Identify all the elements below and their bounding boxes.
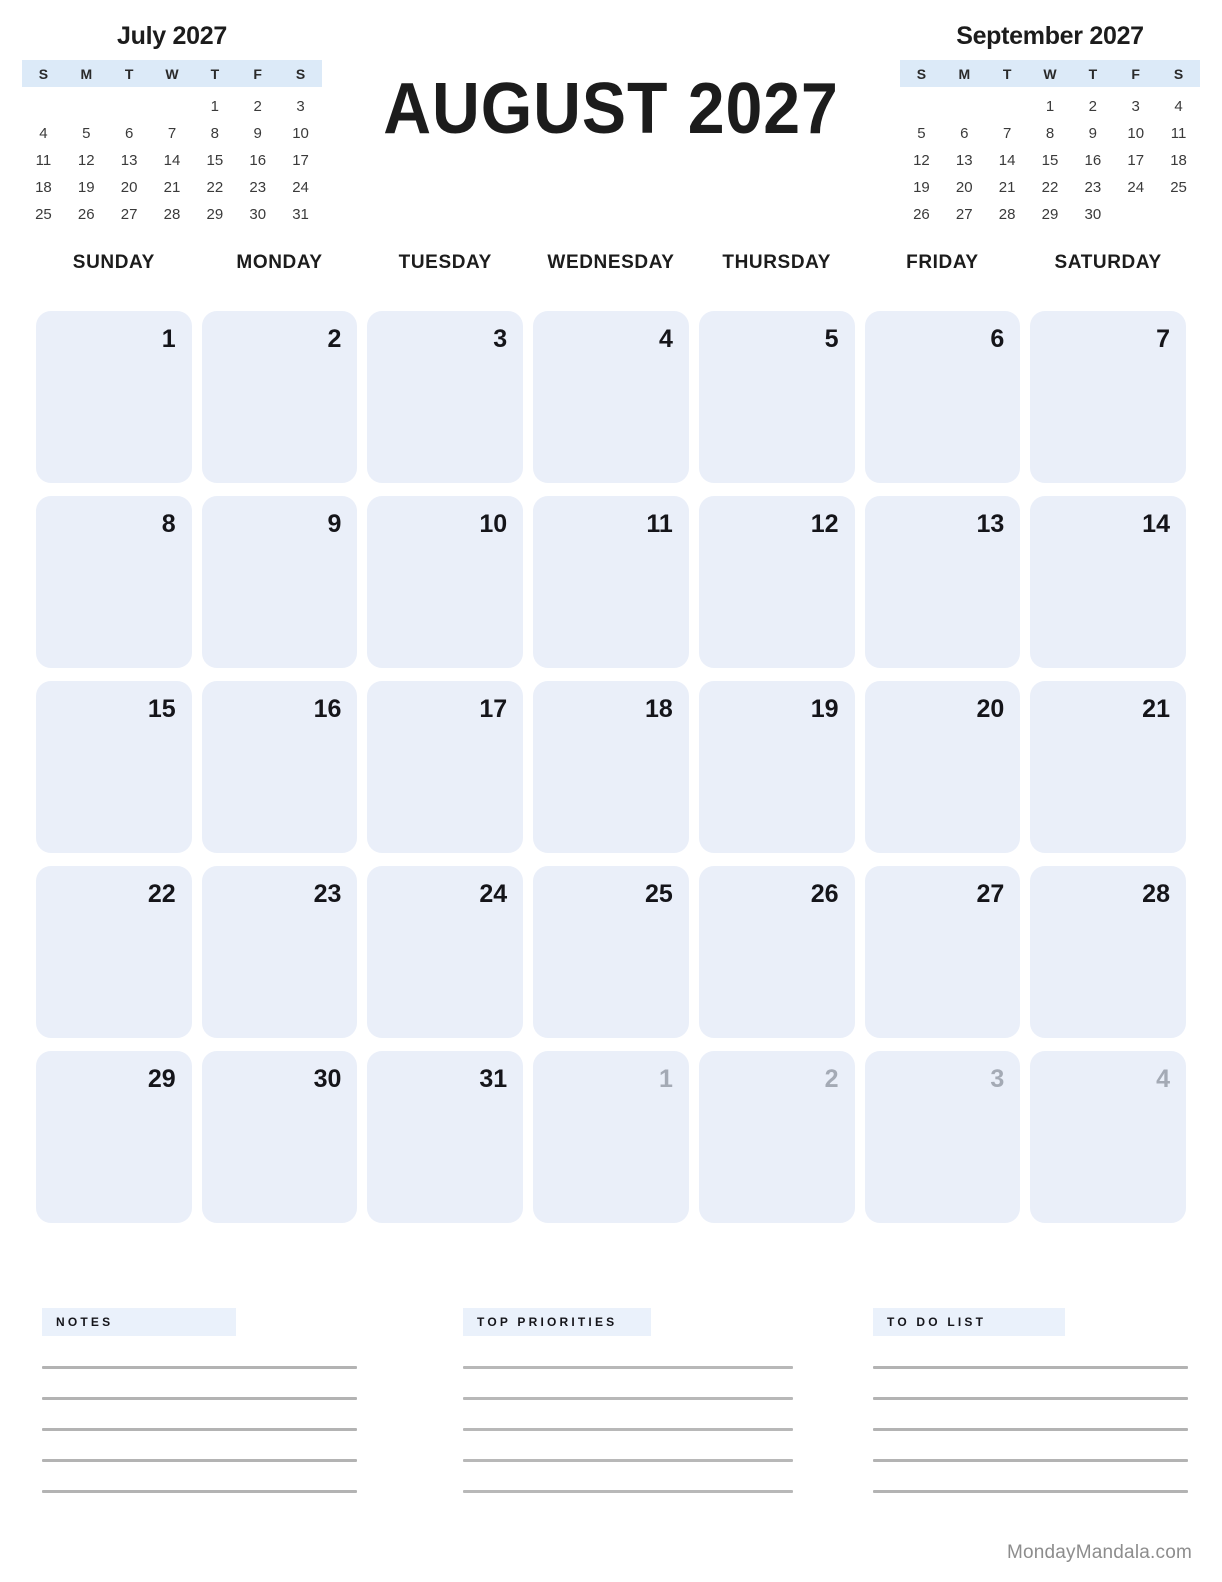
mini-prev-day: 29 bbox=[206, 206, 224, 223]
day-number: 4 bbox=[1156, 1065, 1170, 1093]
day-number: 8 bbox=[161, 510, 176, 538]
day-cell[interactable] bbox=[865, 1051, 1021, 1223]
mini-calendar-next-title: September 2027 bbox=[956, 22, 1144, 50]
section-top-priorities bbox=[463, 1308, 793, 1521]
section-notes bbox=[42, 1308, 357, 1521]
mini-prev-weekday-5: F bbox=[253, 66, 262, 82]
day-number: 25 bbox=[645, 880, 673, 908]
day-number: 12 bbox=[810, 510, 839, 538]
day-number: 19 bbox=[810, 695, 839, 723]
page-title: AUGUST 2027 bbox=[383, 69, 839, 149]
day-number: 3 bbox=[493, 325, 508, 353]
mini-prev-day: 3 bbox=[296, 98, 305, 115]
section-notes-label: NOTES bbox=[42, 1308, 236, 1336]
day-number: 24 bbox=[479, 880, 508, 908]
day-cell[interactable] bbox=[202, 496, 358, 668]
mini-next-day: 14 bbox=[998, 152, 1016, 169]
mini-next-day: 11 bbox=[1170, 125, 1187, 142]
mini-prev-day: 16 bbox=[249, 152, 267, 169]
day-cell[interactable] bbox=[865, 496, 1021, 668]
mini-prev-day: 26 bbox=[77, 206, 95, 223]
day-cell[interactable] bbox=[699, 681, 855, 853]
day-number: 21 bbox=[1142, 695, 1170, 723]
day-number: 1 bbox=[161, 325, 176, 353]
mini-next-day: 24 bbox=[1127, 179, 1145, 196]
mini-prev-day: 18 bbox=[35, 179, 52, 196]
day-number: 23 bbox=[313, 880, 342, 908]
mini-prev-weekday-0: S bbox=[38, 66, 49, 82]
day-cell[interactable] bbox=[202, 866, 358, 1038]
mini-next-day-empty bbox=[1114, 201, 1157, 228]
section-top-priorities-label: TOP PRIORITIES bbox=[463, 1308, 651, 1336]
mini-next-day: 16 bbox=[1084, 152, 1102, 169]
mini-prev-day: 22 bbox=[206, 179, 224, 196]
day-cell[interactable] bbox=[202, 681, 358, 853]
mini-next-day: 5 bbox=[917, 125, 926, 142]
section-top-priorities-lines bbox=[463, 1366, 793, 1493]
mini-prev-day: 10 bbox=[292, 125, 309, 142]
section-notes-lines bbox=[42, 1366, 357, 1493]
mini-next-day: 6 bbox=[960, 125, 969, 142]
mini-next-day: 8 bbox=[1045, 125, 1055, 142]
day-number: 29 bbox=[147, 1065, 176, 1093]
day-cell[interactable] bbox=[1030, 496, 1186, 668]
day-number: 2 bbox=[327, 325, 342, 353]
weekday-header-thursday: THURSDAY bbox=[722, 252, 832, 273]
mini-next-weekday-4: T bbox=[1088, 66, 1098, 82]
weekday-header-monday: MONDAY bbox=[236, 252, 323, 273]
day-number: 30 bbox=[313, 1065, 342, 1093]
day-cell[interactable] bbox=[699, 311, 855, 483]
writing-line[interactable] bbox=[873, 1428, 1188, 1431]
day-number: 26 bbox=[810, 880, 839, 908]
mini-prev-weekday-4: T bbox=[210, 66, 220, 82]
section-to-do-list bbox=[873, 1308, 1188, 1521]
writing-line[interactable] bbox=[463, 1490, 793, 1493]
day-number: 22 bbox=[147, 880, 176, 908]
mini-next-day: 25 bbox=[1170, 179, 1187, 196]
mini-prev-day: 5 bbox=[82, 125, 91, 142]
day-cell[interactable] bbox=[1030, 1051, 1186, 1223]
mini-next-day: 27 bbox=[955, 206, 973, 223]
mini-prev-day: 20 bbox=[120, 179, 138, 196]
day-number: 3 bbox=[990, 1065, 1005, 1093]
mini-next-day: 26 bbox=[913, 206, 930, 223]
mini-prev-day: 13 bbox=[120, 152, 138, 169]
mini-prev-day: 25 bbox=[35, 206, 52, 223]
mini-prev-day: 4 bbox=[39, 125, 48, 142]
mini-prev-day: 6 bbox=[124, 125, 134, 142]
mini-prev-day: 27 bbox=[120, 206, 138, 223]
day-cell[interactable] bbox=[36, 311, 192, 483]
day-number: 4 bbox=[658, 325, 673, 353]
mini-next-day: 17 bbox=[1127, 152, 1145, 169]
mini-prev-day: 12 bbox=[77, 152, 95, 169]
day-cell[interactable] bbox=[367, 681, 523, 853]
mini-prev-day: 8 bbox=[210, 125, 220, 142]
mini-prev-day: 14 bbox=[163, 152, 181, 169]
day-cell[interactable] bbox=[533, 311, 689, 483]
day-cell[interactable] bbox=[865, 866, 1021, 1038]
day-number: 2 bbox=[824, 1065, 839, 1093]
mini-next-day: 9 bbox=[1088, 125, 1098, 142]
day-cell[interactable] bbox=[865, 311, 1021, 483]
mini-next-day-empty bbox=[1157, 201, 1200, 228]
mini-prev-day: 2 bbox=[253, 98, 262, 115]
day-cell[interactable] bbox=[1030, 311, 1186, 483]
mini-next-day: 4 bbox=[1174, 98, 1183, 115]
mini-prev-day: 30 bbox=[249, 206, 267, 223]
mini-next-day: 29 bbox=[1041, 206, 1059, 223]
writing-line[interactable] bbox=[873, 1366, 1188, 1369]
day-number: 5 bbox=[824, 325, 839, 353]
writing-line[interactable] bbox=[463, 1397, 793, 1400]
day-number: 9 bbox=[327, 510, 342, 538]
day-number: 11 bbox=[646, 510, 673, 538]
mini-next-day: 23 bbox=[1084, 179, 1102, 196]
day-cell[interactable] bbox=[533, 496, 689, 668]
day-number: 27 bbox=[976, 880, 1005, 908]
day-cell[interactable] bbox=[699, 1051, 855, 1223]
mini-next-day: 22 bbox=[1041, 179, 1059, 196]
writing-line[interactable] bbox=[42, 1459, 357, 1462]
mini-next-day: 2 bbox=[1088, 98, 1098, 115]
mini-next-weekday-2: T bbox=[1002, 66, 1012, 82]
mini-prev-weekday-3: W bbox=[165, 66, 179, 82]
day-cell[interactable] bbox=[533, 681, 689, 853]
day-cell[interactable] bbox=[367, 866, 523, 1038]
day-cell[interactable] bbox=[1030, 681, 1186, 853]
day-number: 7 bbox=[1156, 325, 1170, 353]
mini-next-day: 1 bbox=[1045, 98, 1055, 115]
day-cell[interactable] bbox=[36, 866, 192, 1038]
writing-line[interactable] bbox=[42, 1428, 357, 1431]
mini-prev-weekday-1: M bbox=[80, 66, 93, 82]
day-number: 15 bbox=[147, 695, 176, 723]
writing-line[interactable] bbox=[873, 1490, 1188, 1493]
weekday-header-row bbox=[36, 252, 1186, 274]
mini-prev-day: 9 bbox=[253, 125, 262, 142]
writing-line[interactable] bbox=[463, 1366, 793, 1369]
weekday-header-tuesday: TUESDAY bbox=[398, 252, 492, 273]
mini-prev-day: 11 bbox=[35, 152, 52, 169]
day-number: 31 bbox=[479, 1065, 508, 1093]
mini-next-day: 12 bbox=[913, 152, 930, 169]
day-number: 18 bbox=[645, 695, 673, 723]
weekday-header-wednesday: WEDNESDAY bbox=[547, 252, 675, 273]
mini-prev-weekday-2: T bbox=[124, 66, 134, 82]
day-number: 6 bbox=[990, 325, 1005, 353]
day-cell[interactable] bbox=[202, 311, 358, 483]
day-number: 1 bbox=[658, 1065, 673, 1093]
day-cell[interactable] bbox=[1030, 866, 1186, 1038]
writing-line[interactable] bbox=[42, 1366, 357, 1369]
mini-next-weekday-1: M bbox=[958, 66, 971, 82]
day-cell[interactable] bbox=[533, 1051, 689, 1223]
mini-calendar-previous-title: July 2027 bbox=[117, 22, 227, 50]
writing-line[interactable] bbox=[42, 1397, 357, 1400]
mini-next-weekday-0: S bbox=[916, 66, 927, 82]
footer-watermark: MondayMandala.com bbox=[1006, 1542, 1192, 1563]
weekday-header-sunday: SUNDAY bbox=[72, 252, 155, 273]
day-cell[interactable] bbox=[202, 1051, 358, 1223]
mini-next-day: 3 bbox=[1131, 98, 1140, 115]
day-cell[interactable] bbox=[36, 681, 192, 853]
mini-next-weekday-6: S bbox=[1173, 66, 1184, 82]
section-to-do-list-label: TO DO LIST bbox=[873, 1308, 1065, 1336]
day-number: 14 bbox=[1142, 510, 1170, 538]
mini-prev-day: 21 bbox=[163, 179, 181, 196]
mini-prev-weekday-6: S bbox=[295, 66, 306, 82]
day-number: 28 bbox=[1142, 880, 1170, 908]
day-cell[interactable] bbox=[699, 496, 855, 668]
mini-next-day: 13 bbox=[955, 152, 973, 169]
mini-next-day: 20 bbox=[955, 179, 973, 196]
mini-prev-day: 1 bbox=[210, 98, 220, 115]
mini-prev-day: 7 bbox=[167, 125, 177, 142]
mini-next-day: 10 bbox=[1127, 125, 1145, 142]
mini-next-weekday-5: F bbox=[1131, 66, 1140, 82]
mini-prev-day: 28 bbox=[163, 206, 181, 223]
mini-next-day: 28 bbox=[998, 206, 1016, 223]
day-cell[interactable] bbox=[367, 1051, 523, 1223]
day-cell[interactable] bbox=[699, 866, 855, 1038]
writing-line[interactable] bbox=[42, 1490, 357, 1493]
day-cell[interactable] bbox=[36, 1051, 192, 1223]
section-to-do-list-lines bbox=[873, 1366, 1188, 1493]
day-number: 13 bbox=[976, 510, 1005, 538]
day-number: 16 bbox=[313, 695, 342, 723]
day-cell[interactable] bbox=[367, 311, 523, 483]
mini-prev-day: 24 bbox=[292, 179, 309, 196]
mini-prev-day: 17 bbox=[292, 152, 309, 169]
mini-prev-day: 15 bbox=[206, 152, 224, 169]
day-cell[interactable] bbox=[865, 681, 1021, 853]
mini-prev-day: 19 bbox=[77, 179, 95, 196]
day-cell[interactable] bbox=[36, 496, 192, 668]
mini-next-day: 21 bbox=[998, 179, 1016, 196]
mini-next-day: 18 bbox=[1170, 152, 1187, 169]
writing-line[interactable] bbox=[463, 1428, 793, 1431]
mini-prev-day: 31 bbox=[292, 206, 309, 223]
writing-line[interactable] bbox=[873, 1397, 1188, 1400]
writing-line[interactable] bbox=[873, 1459, 1188, 1462]
day-number: 20 bbox=[976, 695, 1005, 723]
weekday-header-friday: FRIDAY bbox=[906, 252, 979, 273]
weekday-header-saturday: SATURDAY bbox=[1054, 252, 1162, 273]
mini-next-day: 30 bbox=[1084, 206, 1102, 223]
writing-line[interactable] bbox=[463, 1459, 793, 1462]
day-cell[interactable] bbox=[533, 866, 689, 1038]
mini-next-day: 19 bbox=[913, 179, 930, 196]
mini-prev-day: 23 bbox=[249, 179, 267, 196]
mini-next-day: 7 bbox=[1002, 125, 1012, 142]
mini-next-weekday-3: W bbox=[1043, 66, 1057, 82]
calendar-grid bbox=[36, 311, 1186, 1223]
day-cell[interactable] bbox=[367, 496, 523, 668]
day-number: 10 bbox=[479, 510, 508, 538]
day-number: 17 bbox=[479, 695, 508, 723]
mini-next-day: 15 bbox=[1041, 152, 1059, 169]
